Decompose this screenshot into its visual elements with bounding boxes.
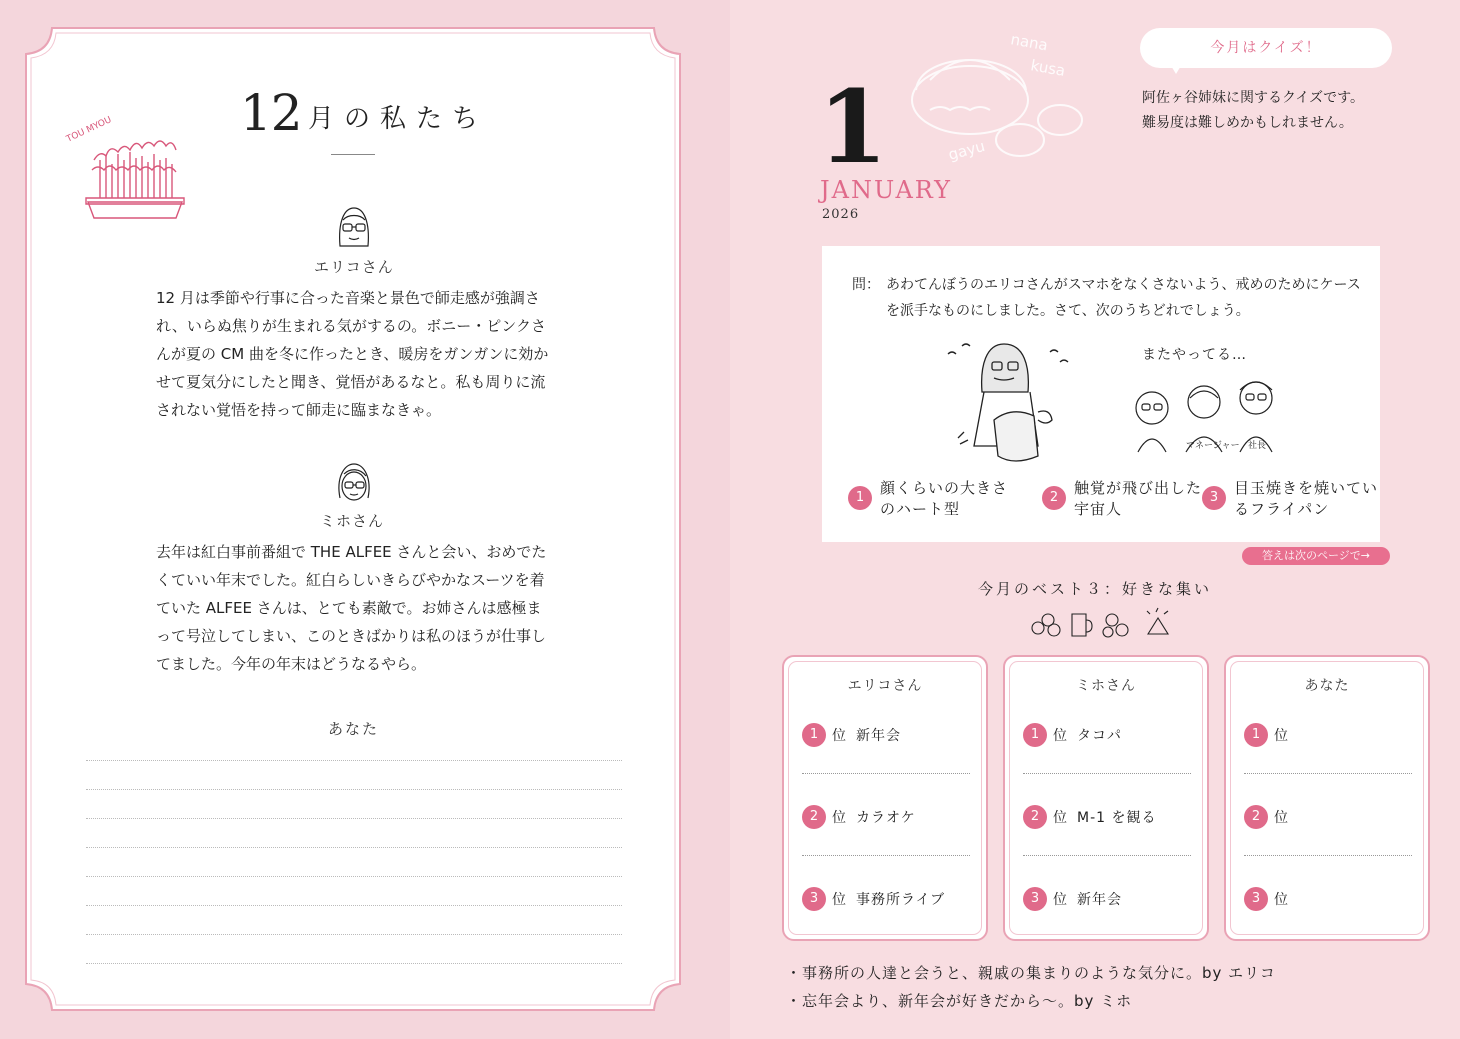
rank-unit: 位 xyxy=(1053,728,1067,744)
title-text: 月の私たち xyxy=(308,104,489,134)
ranking-owner: エリコさん xyxy=(847,678,923,694)
writing-line[interactable] xyxy=(86,760,622,761)
month-year: 2026 xyxy=(822,207,860,222)
title-number: 12 xyxy=(240,84,302,142)
comment-note: ・忘年会より、新年会が好きだから〜。by ミホ xyxy=(786,992,1133,1010)
rank-number: 1 xyxy=(1244,723,1268,747)
option-text: 触覚が飛び出した宇宙人 xyxy=(1074,479,1203,518)
quiz-intro xyxy=(1142,86,1442,136)
comment-note: ・事務所の人達と会うと、親戚の集まりのような気分に。by エリコ xyxy=(786,964,1276,982)
rank-unit: 位 xyxy=(1274,728,1288,744)
rank-divider xyxy=(1023,773,1191,774)
question-prefix: 問： xyxy=(852,277,880,293)
sprout-label-svg xyxy=(58,115,114,212)
ranking-owner: ミホさん xyxy=(1076,678,1136,694)
writing-line[interactable] xyxy=(86,847,622,848)
quiz-card xyxy=(822,246,1380,542)
rank-number: 2 xyxy=(1244,805,1268,829)
writing-line[interactable] xyxy=(86,818,622,819)
rank-row[interactable] xyxy=(1244,803,1414,831)
sprout-illustration xyxy=(58,115,188,230)
rank-divider xyxy=(802,773,970,774)
person-name-miho: ミホさん xyxy=(320,512,385,530)
writing-line[interactable] xyxy=(86,963,622,964)
quiz-bubble-tail xyxy=(1170,64,1182,74)
quiz-intro-line: 阿佐ヶ谷姉妹に関するクイズです。 xyxy=(1142,90,1365,106)
rank-row xyxy=(802,885,972,913)
rank-value: 新年会 xyxy=(856,728,901,744)
svg-text:nana: nana xyxy=(1009,30,1050,55)
rank-number: 3 xyxy=(1244,887,1268,911)
rank-divider xyxy=(1244,773,1412,774)
month-name: JANUARY xyxy=(820,176,952,204)
rank-unit: 位 xyxy=(1274,892,1288,908)
person-text-miho: 去年は紅白事前番組で THE ALFEE さんと会い、おめでたくていい年末でした。紅白らしいきらびやかなスーツを着ていた ALFEE さんは、とても素敵で。お姉さんは感極まって号泣してしまい、このときばかりは私のほうが仕事してました。今年の年末はどうなるやら。 xyxy=(156,543,547,673)
rank-divider xyxy=(1023,855,1191,856)
rank-value: 事務所ライブ xyxy=(856,892,946,908)
svg-text:社長: 社長 xyxy=(1248,441,1267,451)
person-text-eriko: 12 月は季節や行事に合った音楽と景色で師走感が強調され、いらぬ焦りが生まれる気がするの。ボニー・ピンクさんが夏の CM 曲を冬に作ったとき、暖房をガンガンに効かせて夏気分にしたと聞き、覚悟があるなと。私も周りに流されない覚悟を持って師走に臨まなきゃ。 xyxy=(156,289,549,419)
rank-unit: 位 xyxy=(1274,810,1288,826)
best3-title: 今月のベスト３：好きな集い xyxy=(977,580,1212,598)
option-number: 3 xyxy=(1202,486,1226,510)
answer-next-page-note: 答えは次のページで→ xyxy=(1242,547,1390,565)
rank-row[interactable] xyxy=(1244,885,1414,913)
page-title xyxy=(240,84,500,144)
ranking-card-you xyxy=(1224,655,1430,941)
title-divider xyxy=(331,154,375,155)
rank-number: 1 xyxy=(1023,723,1047,747)
quiz-badge: 今月はクイズ！ xyxy=(1140,28,1392,68)
rank-number: 2 xyxy=(802,805,826,829)
three-people-illustration xyxy=(1112,366,1292,466)
rank-divider xyxy=(1244,855,1412,856)
option-number: 2 xyxy=(1042,486,1066,510)
rank-row[interactable] xyxy=(1244,721,1414,749)
quiz-question xyxy=(852,272,1372,324)
miho-avatar-icon xyxy=(334,458,374,512)
rank-row xyxy=(802,803,972,831)
you-label: あなた xyxy=(328,720,380,738)
quiz-intro-line: 難易度は難しめかもしれません。 xyxy=(1142,115,1353,131)
rank-value: カラオケ xyxy=(856,810,916,826)
rank-unit: 位 xyxy=(832,728,846,744)
rank-number: 1 xyxy=(802,723,826,747)
svg-text:マネージャー: マネージャー xyxy=(1186,441,1240,451)
rank-number: 3 xyxy=(1023,887,1047,911)
right-page xyxy=(730,0,1460,1039)
nanakusa-gayu-doodle xyxy=(900,20,1110,190)
eriko-searching-illustration xyxy=(934,336,1094,466)
rank-number: 3 xyxy=(802,887,826,911)
rank-divider xyxy=(802,855,970,856)
ranking-card-miho xyxy=(1003,655,1209,941)
rank-row xyxy=(1023,803,1193,831)
rank-unit: 位 xyxy=(832,892,846,908)
rank-value: 新年会 xyxy=(1077,892,1122,908)
gathering-icons xyxy=(1028,604,1188,640)
svg-text:gayu: gayu xyxy=(946,136,987,164)
option-text: 顔くらいの大きさのハート型 xyxy=(880,479,1009,518)
rank-value: M-1 を観る xyxy=(1077,810,1157,826)
rank-value: タコパ xyxy=(1077,728,1122,744)
svg-text:kusa: kusa xyxy=(1029,56,1067,80)
writing-line[interactable] xyxy=(86,789,622,790)
ranking-owner: あなた xyxy=(1304,678,1350,694)
ranking-card-eriko xyxy=(782,655,988,941)
option-text: 目玉焼きを焼いているフライパン xyxy=(1234,479,1379,518)
writing-line[interactable] xyxy=(86,934,622,935)
rank-row xyxy=(1023,885,1193,913)
rank-unit: 位 xyxy=(1053,892,1067,908)
rank-unit: 位 xyxy=(832,810,846,826)
question-text: あわてんぼうのエリコさんがスマホをなくさないよう、戒めのためにケースを派手なものにしました。さて、次のうちどれでしょう。 xyxy=(886,277,1361,319)
month-number: 1 xyxy=(818,68,888,186)
illustration-caption: またやってる… xyxy=(1142,347,1247,363)
person-name-eriko: エリコさん xyxy=(314,258,394,276)
writing-line[interactable] xyxy=(86,905,622,906)
rank-unit: 位 xyxy=(1053,810,1067,826)
writing-line[interactable] xyxy=(86,876,622,877)
svg-text:TOU MYOU: TOU MYOU xyxy=(65,115,114,145)
option-number: 1 xyxy=(848,486,872,510)
rank-number: 2 xyxy=(1023,805,1047,829)
eriko-avatar-icon xyxy=(334,202,374,256)
rank-row xyxy=(802,721,972,749)
rank-row xyxy=(1023,721,1193,749)
